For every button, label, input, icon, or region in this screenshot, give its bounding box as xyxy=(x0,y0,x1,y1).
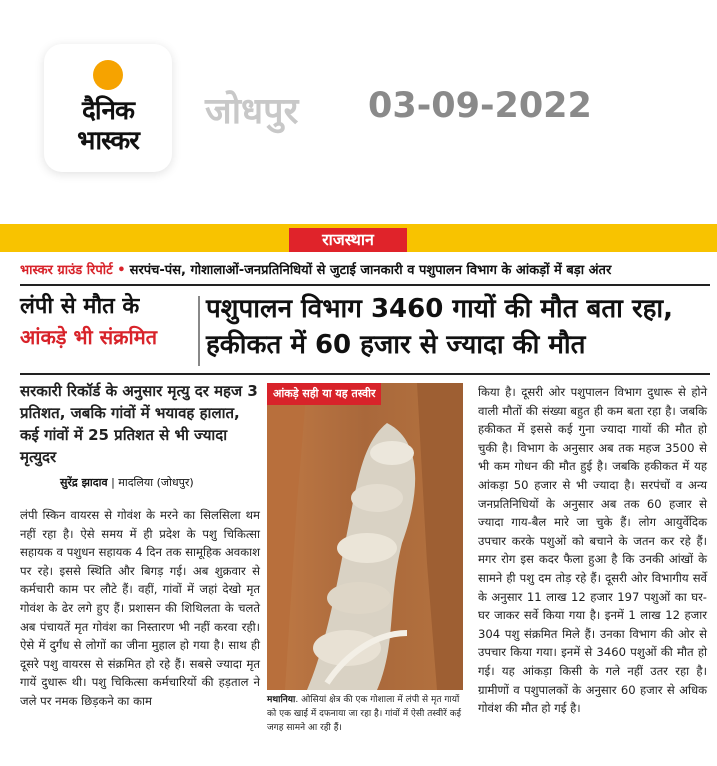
byline-author: सुरेंद्र झादाव xyxy=(60,476,108,489)
section-label: राजस्थान xyxy=(289,228,407,252)
report-strapline xyxy=(20,260,710,282)
edition-date: 03-09-2022 xyxy=(368,86,592,126)
story-deck: सरकारी रिकॉर्ड के अनुसार मृत्यु दर महज 3 प्रतिशत, जबकि गांवों में भयावह हालात, कई गांवों में 25 प्रतिशत से भी ज्यादा मृत्युदर xyxy=(20,382,258,466)
sun-dot-icon xyxy=(93,60,123,90)
report-summary: सरपंच-पंस, गोशालाओं-जनप्रतिनिधियों से जुटाई जानकारी व पशुपालन विभाग के आंकड़ों में बड़ा अंतर xyxy=(129,263,612,278)
photo-caption xyxy=(267,693,467,735)
byline-place: | मादलिया (जोधपुर) xyxy=(107,476,194,489)
byline xyxy=(60,475,260,490)
caption-place: मथानिया xyxy=(267,695,296,705)
dainik-bhaskar-logo xyxy=(44,44,172,172)
logo-text-line2: भास्कर xyxy=(77,126,139,156)
kicker-headline xyxy=(20,292,195,352)
article-body-right: किया है। दूसरी ओर पशुपालन विभाग दुधारू से होने वाली मौतों की संख्या बहुत ही कम बता रहा है। जबकि हकीकत में इससे कई गुना ज्यादा गायों की मौत हो चुकी है। विभाग के अनुसार अब तक महज 3500 से भी कम गोधन की मौत हुई है। जबकि हकीकत में यह आंकड़ा 50 हजार से भी ज्यादा है। सरपंचों व अन्य जनप्रतिनिधियों के अनुसार अब तक 60 हजार से ज्यादा गाय-बैल मारे जा चुके हैं। लोग आयुर्वेदिक उपचार करके पशुओं को बचाने के जतन कर रहे हैं। मगर रोग इस कदर फैला हुआ है कि उनकी आंखों के सामने ही पशु दम तोड़ रहे हैं। दूसरी ओर विभागीय सर्वे के अनुसार 11 लाख 12 हजार 197 पशुओं का घर-घर जाकर सर्वे किया गया है। इनमें 1 लाख 12 हजार 304 पशु संक्रमित मिले हैं। उनका विभाग की ओर से उपचार किया गया। इनमें से 3460 पशुओं की मौत हो गई। यह आंकड़ा किसी के गले नहीं उतर रहा है। ग्रामीणों व पशुपालकों के अनुसार 60 हजार से अधिक गोवंश की मौत हो गई है। xyxy=(478,385,707,716)
caption-text: . ओसियां क्षेत्र की एक गोशाला में लंपी से मृत गायों को एक खाई में दफनाया जा रहा है। गांवों में ऐसी तस्वीरें कई जगह सामने आ रही हैं। xyxy=(267,695,462,733)
divider xyxy=(20,284,710,286)
photo-tag: आंकड़े सही या यह तस्वीर xyxy=(267,383,381,405)
headline-separator xyxy=(198,296,200,366)
logo-text-line1: दैनिक xyxy=(82,96,134,126)
kicker-line2: आंकड़े भी संक्रमित xyxy=(20,325,158,349)
main-headline: पशुपालन विभाग 3460 गायों की मौत बता रहा, हकीकत में 60 हजार से ज्यादा की मौत xyxy=(206,294,674,360)
kicker-line1: लंपी से मौत के xyxy=(20,294,140,319)
edition-city: जोधपुर xyxy=(205,91,299,132)
divider xyxy=(20,373,710,375)
report-label: भास्कर ग्राउंड रिपोर्ट • xyxy=(20,263,126,278)
news-photo xyxy=(267,383,463,690)
newspaper-header xyxy=(0,0,717,222)
article-body-left: लंपी स्किन वायरस से गोवंश के मरने का सिलसिला थम नहीं रहा है। ऐसे समय में ही प्रदेश के पशु चिकित्सा सहायक व पशुधन सहायक 4 दिन तक सामूहिक अवकाश पर रहे। इससे स्थिति और बिगड़ गई। अब शुक्रवार से कर्मचारी काम पर लौटे हैं। वहीं, गांवों में जहां देखो मृत गोवंश के ढेर लगे हुए हैं। प्रशासन की शिथिलता के चलते अब पंचायतें मृत गोवंश का निस्तारण भी नहीं करवा रही। ऐसे में दुर्गंध से लोगों का जीना मुहाल हो गया है। साथ ही दूसरे पशु वायरस से संक्रमित हो रहे हैं। सबसे ज्यादा मृत गायें दुधारू थी। पशु चिकित्सा कर्मचारियों की हड़ताल ने जले पर नमक छिड़कने का काम xyxy=(20,508,260,708)
